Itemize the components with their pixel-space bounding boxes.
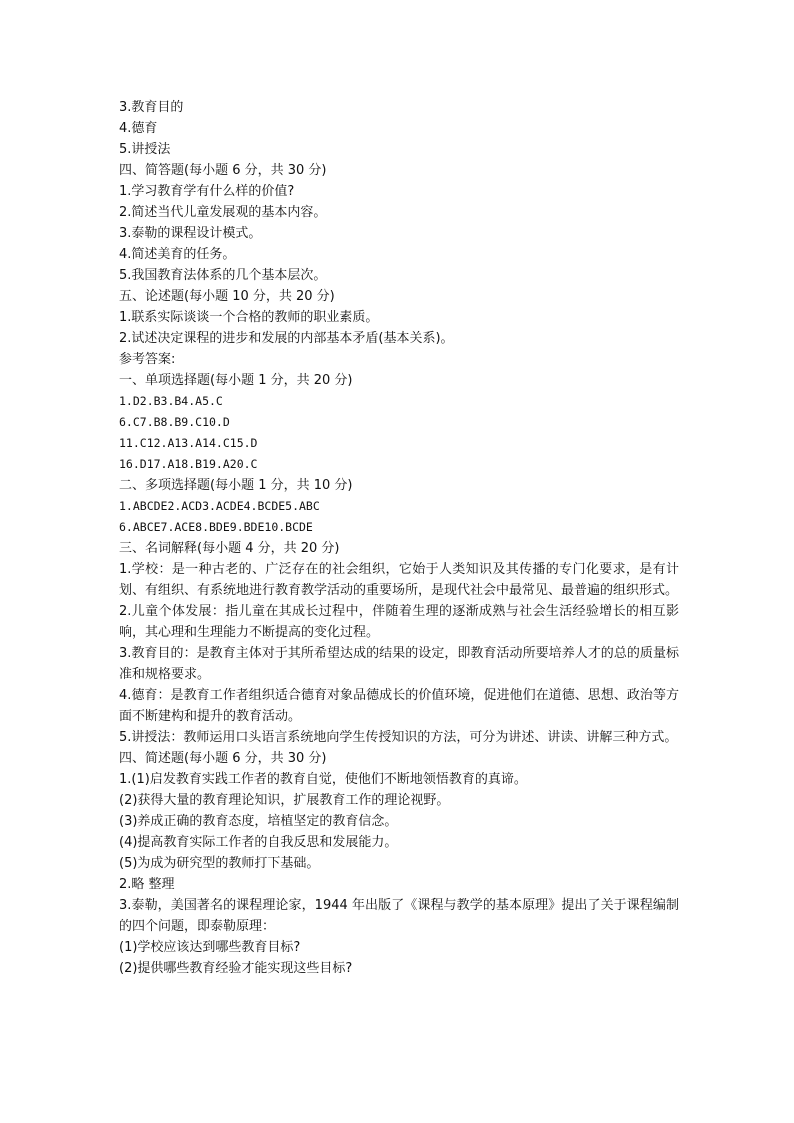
question-line: 4.简述美育的任务。 — [119, 247, 236, 262]
answer-key-line: 1.D2.B3.B4.A5.C — [119, 394, 223, 408]
answer-paragraph: 5.讲授法：教师运用口头语言系统地向学生传授知识的方法，可分为讲述、讲读、讲解三种方式。 — [119, 730, 678, 745]
question-line: 2.试述决定课程的进步和发展的内部基本矛盾(基本关系)。 — [119, 331, 454, 346]
text-line: 5.讲授法 — [119, 142, 171, 157]
answer-paragraph: 4.德育：是教育工作者组织适合德育对象品德成长的价值环境，促进他们在道德、思想、政治等方面不断建构和提升的教育活动。 — [119, 688, 679, 724]
answers-heading: 参考答案: — [119, 352, 176, 367]
answer-line: (1)学校应该达到哪些教育目标? — [119, 940, 301, 955]
answer-line: 1.(1)启发教育实践工作者的教育自觉，使他们不断地领悟教育的真谛。 — [119, 772, 527, 787]
document-body — [119, 97, 679, 979]
question-line: 5.我国教育法体系的几个基本层次。 — [119, 268, 327, 283]
section-heading: 一、单项选择题(每小题 1 分，共 20 分) — [119, 373, 353, 388]
question-line: 1.联系实际谈谈一个合格的教师的职业素质。 — [119, 310, 379, 325]
answer-paragraph: 3.教育目的：是教育主体对于其所希望达成的结果的设定，即教育活动所要培养人才的总的质量标准和规格要求。 — [119, 646, 679, 682]
question-line: 2.简述当代儿童发展观的基本内容。 — [119, 205, 327, 220]
answer-key-line: 6.C7.B8.B9.C10.D — [119, 415, 230, 429]
answer-key-line: 16.D17.A18.B19.A20.C — [119, 457, 258, 471]
question-line: 3.泰勒的课程设计模式。 — [119, 226, 262, 241]
answer-line: (5)为成为研究型的教师打下基础。 — [119, 856, 320, 871]
text-line: 4.德育 — [119, 121, 158, 136]
section-heading: 三、名词解释(每小题 4 分，共 20 分) — [119, 541, 340, 556]
answer-paragraph: 1.学校：是一种古老的、广泛存在的社会组织，它始于人类知识及其传播的专门化要求，是有计划、有组织、有系统地进行教育教学活动的重要场所，是现代社会中最常见、最普遍的组织形式。 — [119, 562, 679, 598]
answer-key-line: 1.ABCDE2.ACD3.ACDE4.BCDE5.ABC — [119, 499, 320, 513]
section-heading: 五、论述题(每小题 10 分，共 20 分) — [119, 289, 335, 304]
section-heading: 二、多项选择题(每小题 1 分，共 10 分) — [119, 478, 353, 493]
text-line: 3.教育目的 — [119, 100, 184, 115]
answer-line: (2)获得大量的教育理论知识，扩展教育工作的理论视野。 — [119, 793, 450, 808]
answer-line: (2)提供哪些教育经验才能实现这些目标? — [119, 961, 353, 976]
section-heading: 四、简答题(每小题 6 分，共 30 分) — [119, 163, 327, 178]
answer-line: (4)提高教育实际工作者的自我反思和发展能力。 — [119, 835, 398, 850]
answer-key-line: 6.ABCE7.ACE8.BDE9.BDE10.BCDE — [119, 520, 313, 534]
answer-line: 2.略 整理 — [119, 877, 175, 892]
answer-key-line: 11.C12.A13.A14.C15.D — [119, 436, 258, 450]
answer-line: (3)养成正确的教育态度，培植坚定的教育信念。 — [119, 814, 398, 829]
answer-paragraph: 3.泰勒，美国著名的课程理论家，1944 年出版了《课程与教学的基本原理》提出了关于课程编制的四个问题，即泰勒原理： — [119, 898, 679, 934]
answer-paragraph: 2.儿童个体发展：指儿童在其成长过程中，伴随着生理的逐渐成熟与社会生活经验增长的相互影响，其心理和生理能力不断提高的变化过程。 — [119, 604, 679, 640]
section-heading: 四、简述题(每小题 6 分，共 30 分) — [119, 751, 327, 766]
question-line: 1.学习教育学有什么样的价值? — [119, 184, 295, 199]
